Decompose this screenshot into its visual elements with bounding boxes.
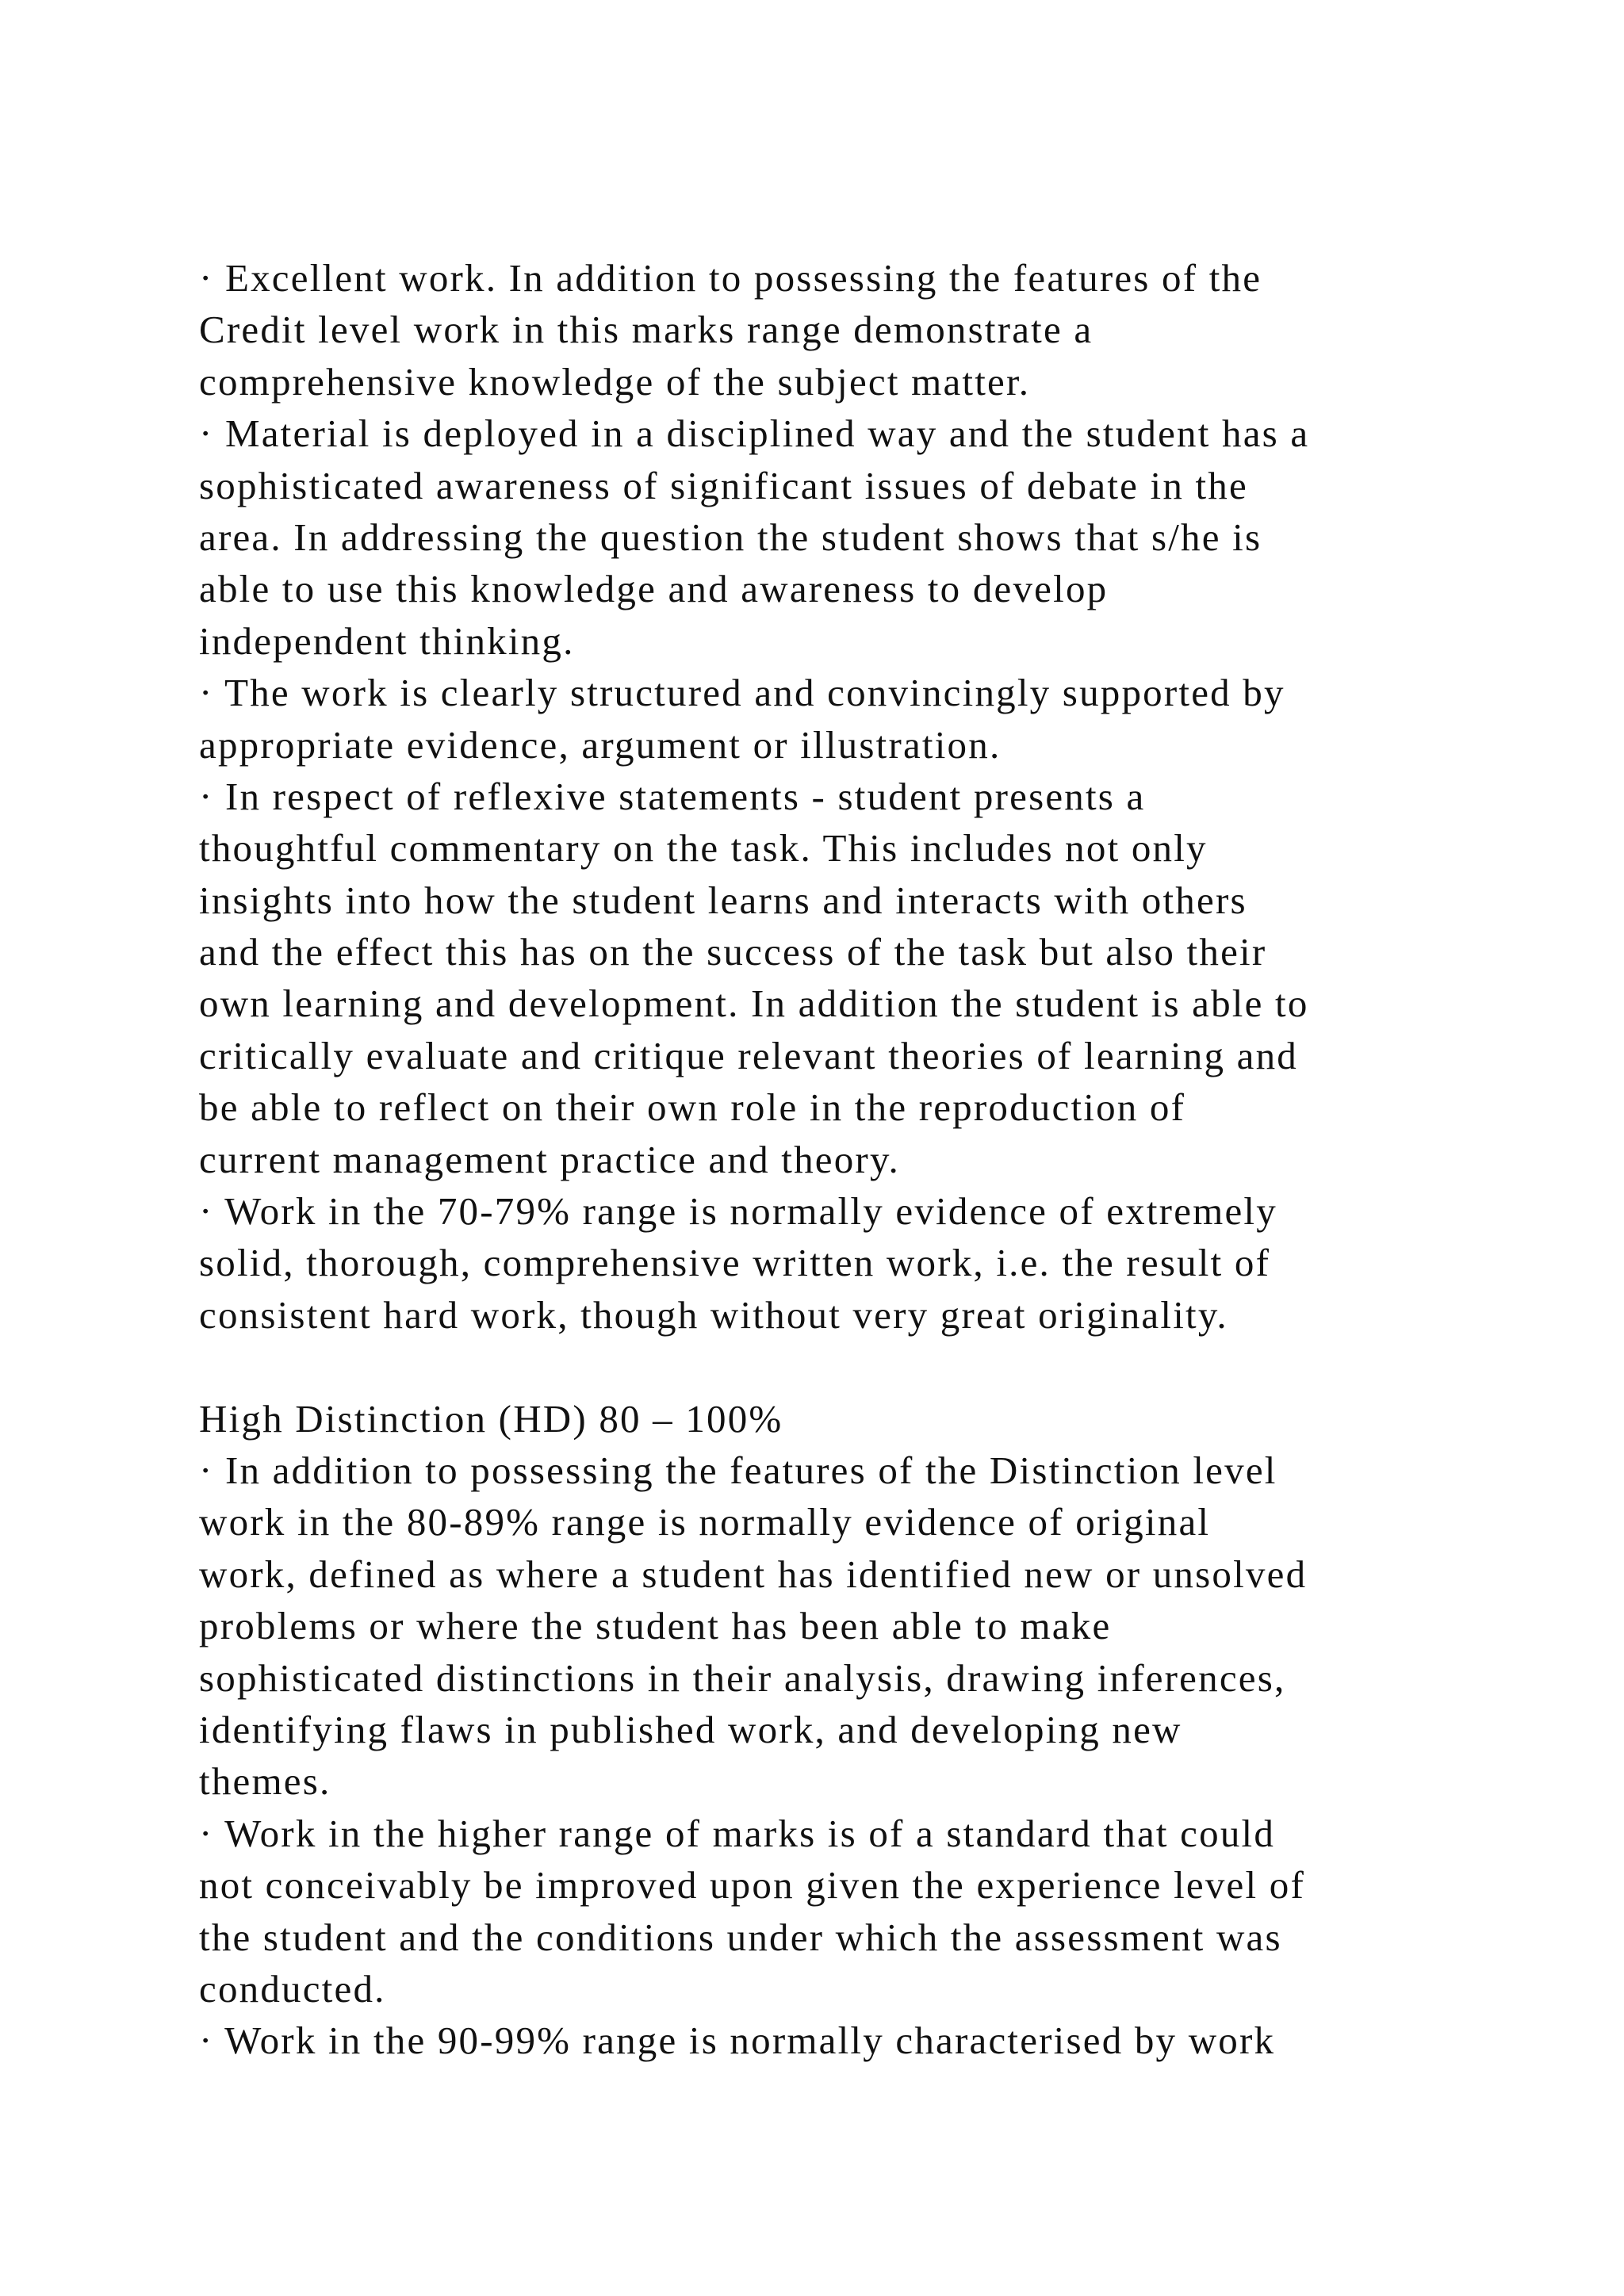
- bullet-structure-line-2: appropriate evidence, argument or illustration.: [199, 722, 1002, 767]
- bullet-90-99-line-1: · Work in the 90-99% range is normally characterised by work: [199, 2019, 1276, 2063]
- bullet-excellent-work-line-3: comprehensive knowledge of the subject matter.: [199, 359, 1031, 404]
- bullet-excellent-work-line-1: · Excellent work. In addition to possessing the features of the: [199, 256, 1262, 300]
- bullet-70-79-line-1: · Work in the 70-79% range is normally evidence of extremely: [199, 1189, 1277, 1234]
- bullet-reflexive-line-1: · In respect of reflexive statements - student presents a: [199, 774, 1146, 818]
- bullet-material-line-1: · Material is deployed in a disciplined way and the student has a: [199, 411, 1310, 456]
- bullet-reflexive-line-8: current management practice and theory.: [199, 1137, 900, 1181]
- bullet-80-89-line-3: work, defined as where a student has identified new or unsolved: [199, 1552, 1308, 1596]
- bullet-reflexive-line-5: own learning and development. In addition the student is able to: [199, 982, 1309, 1026]
- blank-line: [199, 1341, 1547, 1392]
- bullet-reflexive-line-7: be able to reflect on their own role in the reproduction of: [199, 1085, 1186, 1130]
- bullet-80-89-line-4: problems or where the student has been able to make: [199, 1604, 1112, 1648]
- bullet-80-89-line-2: work in the 80-89% range is normally evidence of original: [199, 1500, 1211, 1544]
- bullet-reflexive-line-2: thoughtful commentary on the task. This includes not only: [199, 826, 1208, 871]
- bullet-80-89-line-7: themes.: [199, 1759, 331, 1804]
- bullet-80-89-line-5: sophisticated distinctions in their analysis, drawing inferences,: [199, 1655, 1286, 1700]
- bullet-70-79-line-3: consistent hard work, though without very great originality.: [199, 1292, 1228, 1337]
- bullet-higher-range-line-1: · Work in the higher range of marks is of a standard that could: [199, 1811, 1276, 1855]
- bullet-material-line-5: independent thinking.: [199, 618, 575, 663]
- bullet-material-line-3: area. In addressing the question the student shows that s/he is: [199, 515, 1262, 559]
- bullet-material-line-2: sophisticated awareness of significant issues of debate in the: [199, 463, 1248, 507]
- bullet-structure-line-1: · The work is clearly structured and convincingly supported by: [199, 671, 1285, 715]
- bullet-higher-range-line-4: conducted.: [199, 1966, 386, 2011]
- bullet-80-89-line-1: · In addition to possessing the features of the Distinction level: [199, 1448, 1277, 1492]
- bullet-reflexive-line-3: insights into how the student learns and interacts with others: [199, 878, 1247, 922]
- bullet-higher-range-line-2: not conceivably be improved upon given the experience level of: [199, 1863, 1305, 1908]
- bullet-reflexive-line-6: critically evaluate and critique relevant theories of learning and: [199, 1033, 1298, 1077]
- section-heading-high-distinction: High Distinction (HD) 80 – 100%: [199, 1396, 783, 1441]
- bullet-80-89-line-6: identifying flaws in published work, and developing new: [199, 1707, 1182, 1751]
- bullet-70-79-line-2: solid, thorough, comprehensive written work, i.e. the result of: [199, 1241, 1271, 1285]
- bullet-reflexive-line-4: and the effect this has on the success of the task but also their: [199, 930, 1267, 974]
- document-body: [199, 252, 1547, 2067]
- bullet-material-line-4: able to use this knowledge and awareness to develop: [199, 567, 1109, 611]
- bullet-higher-range-line-3: the student and the conditions under which the assessment was: [199, 1915, 1282, 1959]
- bullet-excellent-work-line-2: Credit level work in this marks range demonstrate a: [199, 308, 1094, 352]
